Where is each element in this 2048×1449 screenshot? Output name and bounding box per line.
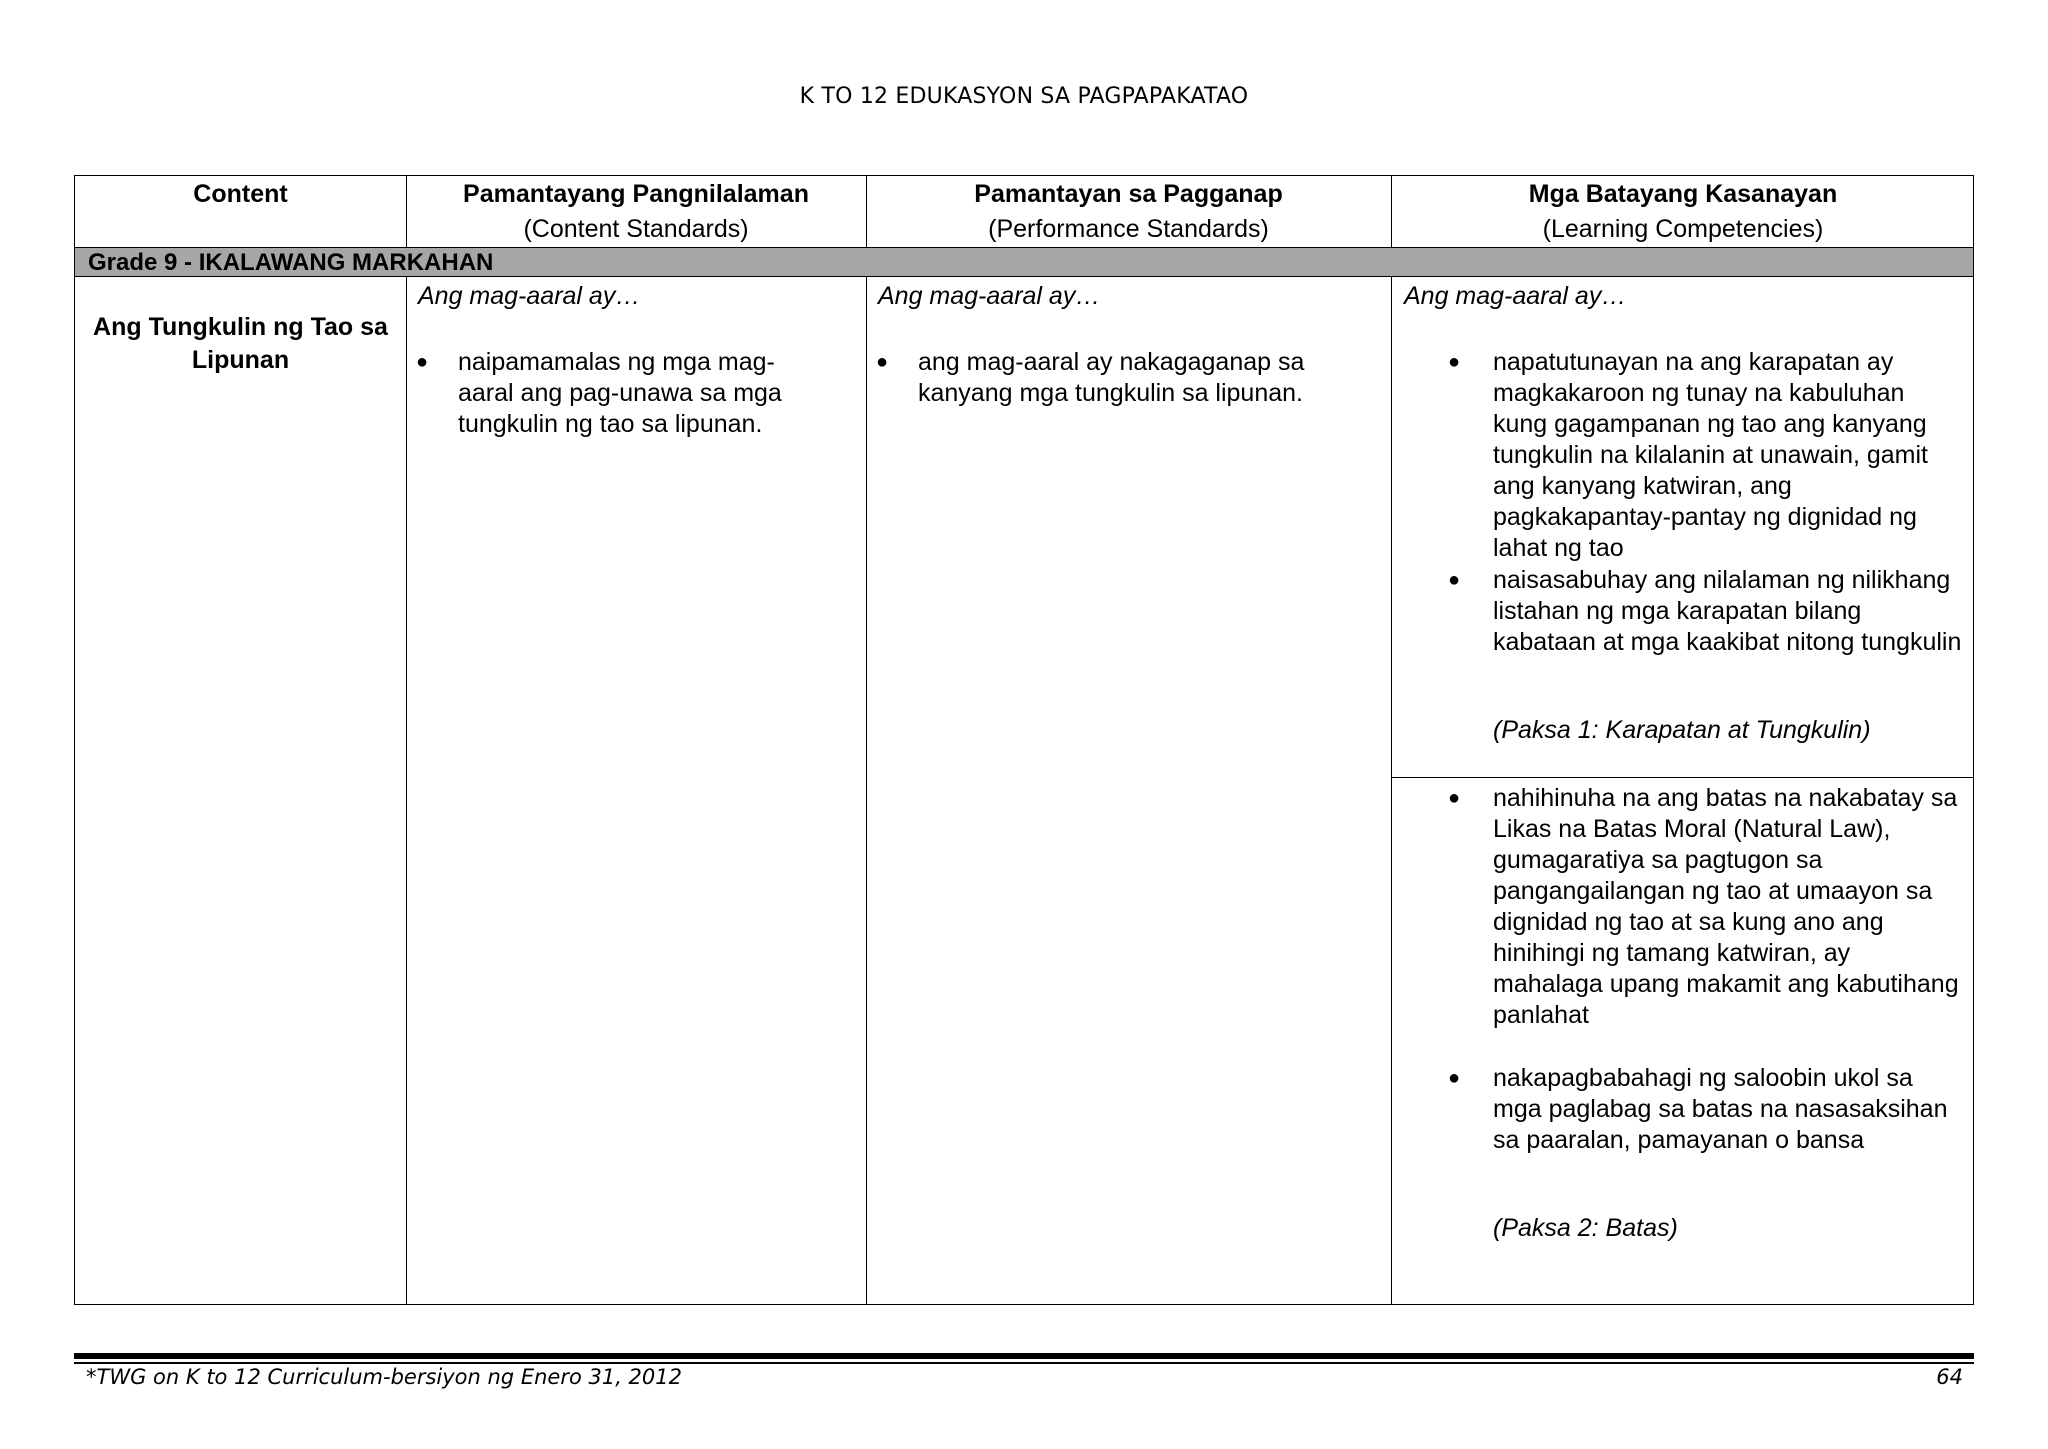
learning-competency-bullet xyxy=(1448,347,1964,564)
column-header-title: Pamantayan sa Pagganap xyxy=(974,180,1283,208)
performance-standards-bullet xyxy=(876,347,1376,409)
column-header-content-standards xyxy=(406,176,866,247)
column-header-title: Content xyxy=(193,180,288,208)
bullet-text: ang mag-aaral ay nakagaganap sa kanyang mga tungkulin sa lipunan. xyxy=(918,348,1305,407)
column-divider xyxy=(406,176,407,1304)
grade-band xyxy=(75,247,1973,277)
bullet-dot: ● xyxy=(1448,787,1461,809)
learning-competency-bullet xyxy=(1448,1063,1964,1156)
learning-competency-bullet xyxy=(1448,783,1964,1031)
learning-competencies-lead: Ang mag-aaral ay… xyxy=(1404,282,1627,310)
bullet-dot: ● xyxy=(1448,351,1461,373)
content-standards-bullet xyxy=(416,347,816,440)
content-standards-lead: Ang mag-aaral ay… xyxy=(418,282,641,310)
column-header-learning-competencies xyxy=(1391,176,1975,247)
footer-rule-thin xyxy=(74,1362,1974,1364)
column-divider xyxy=(1391,176,1392,1304)
bullet-dot: ● xyxy=(416,351,429,373)
column-header-subtitle: (Learning Competencies) xyxy=(1542,215,1824,243)
bullet-dot: ● xyxy=(876,351,889,373)
bullet-dot: ● xyxy=(1448,569,1461,591)
column-header-title: Pamantayang Pangnilalaman xyxy=(463,180,809,208)
bullet-text: naipamamalas ng mga mag-aaral ang pag-unawa sa mga tungkulin ng tao sa lipunan. xyxy=(458,348,782,438)
bullet-text: nakapagbabahagi ng saloobin ukol sa mga paglabag sa batas na nasasaksihan sa paaralan, pamayanan o bansa xyxy=(1493,1064,1948,1154)
content-topic: Ang Tungkulin ng Tao sa Lipunan xyxy=(93,313,388,374)
column-divider xyxy=(866,176,867,1304)
page-header: K TO 12 EDUKASYON SA PAGPAPAKATAO xyxy=(799,84,1249,109)
footer-source: *TWG on K to 12 Curriculum-bersiyon ng Enero 31, 2012 xyxy=(86,1365,682,1389)
topic-note: (Paksa 2: Batas) xyxy=(1493,1214,1678,1242)
column-header-subtitle: (Content Standards) xyxy=(523,215,749,243)
bullet-text: naisasabuhay ang nilalaman ng nilikhang listahan ng mga karapatan bilang kabataan at mga kaakibat nitong tungkulin xyxy=(1493,566,1962,656)
footer-rule-thick xyxy=(74,1353,1974,1359)
topic-note: (Paksa 1: Karapatan at Tungkulin) xyxy=(1493,716,1871,744)
column-header-content xyxy=(75,176,406,247)
column-header-subtitle: (Performance Standards) xyxy=(988,215,1269,243)
column-header-title: Mga Batayang Kasanayan xyxy=(1528,180,1838,208)
column-header-performance-standards xyxy=(866,176,1391,247)
performance-standards-lead: Ang mag-aaral ay… xyxy=(878,282,1101,310)
learning-competency-bullet xyxy=(1448,565,1964,658)
bullet-text: napatutunayan na ang karapatan ay magkakaroon ng tunay na kabuluhan kung gagampanan ng tao ang kanyang tungkulin na kilalanin at unawain, gamit ang kanyang katwiran, ang pagkakapantay-pantay ng dignidad ng lahat ng tao xyxy=(1493,348,1928,562)
bullet-dot: ● xyxy=(1448,1067,1461,1089)
row-divider xyxy=(1391,777,1973,778)
grade-band-label: Grade 9 - IKALAWANG MARKAHAN xyxy=(88,249,494,276)
bullet-text: nahihinuha na ang batas na nakabatay sa Likas na Batas Moral (Natural Law), gumagaratiya sa pagtugon sa pangangailangan ng tao at umaayon sa dignidad ng tao at sa kung ano ang hinihingi ng tamang katwiran, ay mahalaga upang makamit ang kabutihang panlahat xyxy=(1493,784,1959,1029)
curriculum-table xyxy=(74,175,1974,1305)
page-number: 64 xyxy=(1936,1365,1963,1389)
